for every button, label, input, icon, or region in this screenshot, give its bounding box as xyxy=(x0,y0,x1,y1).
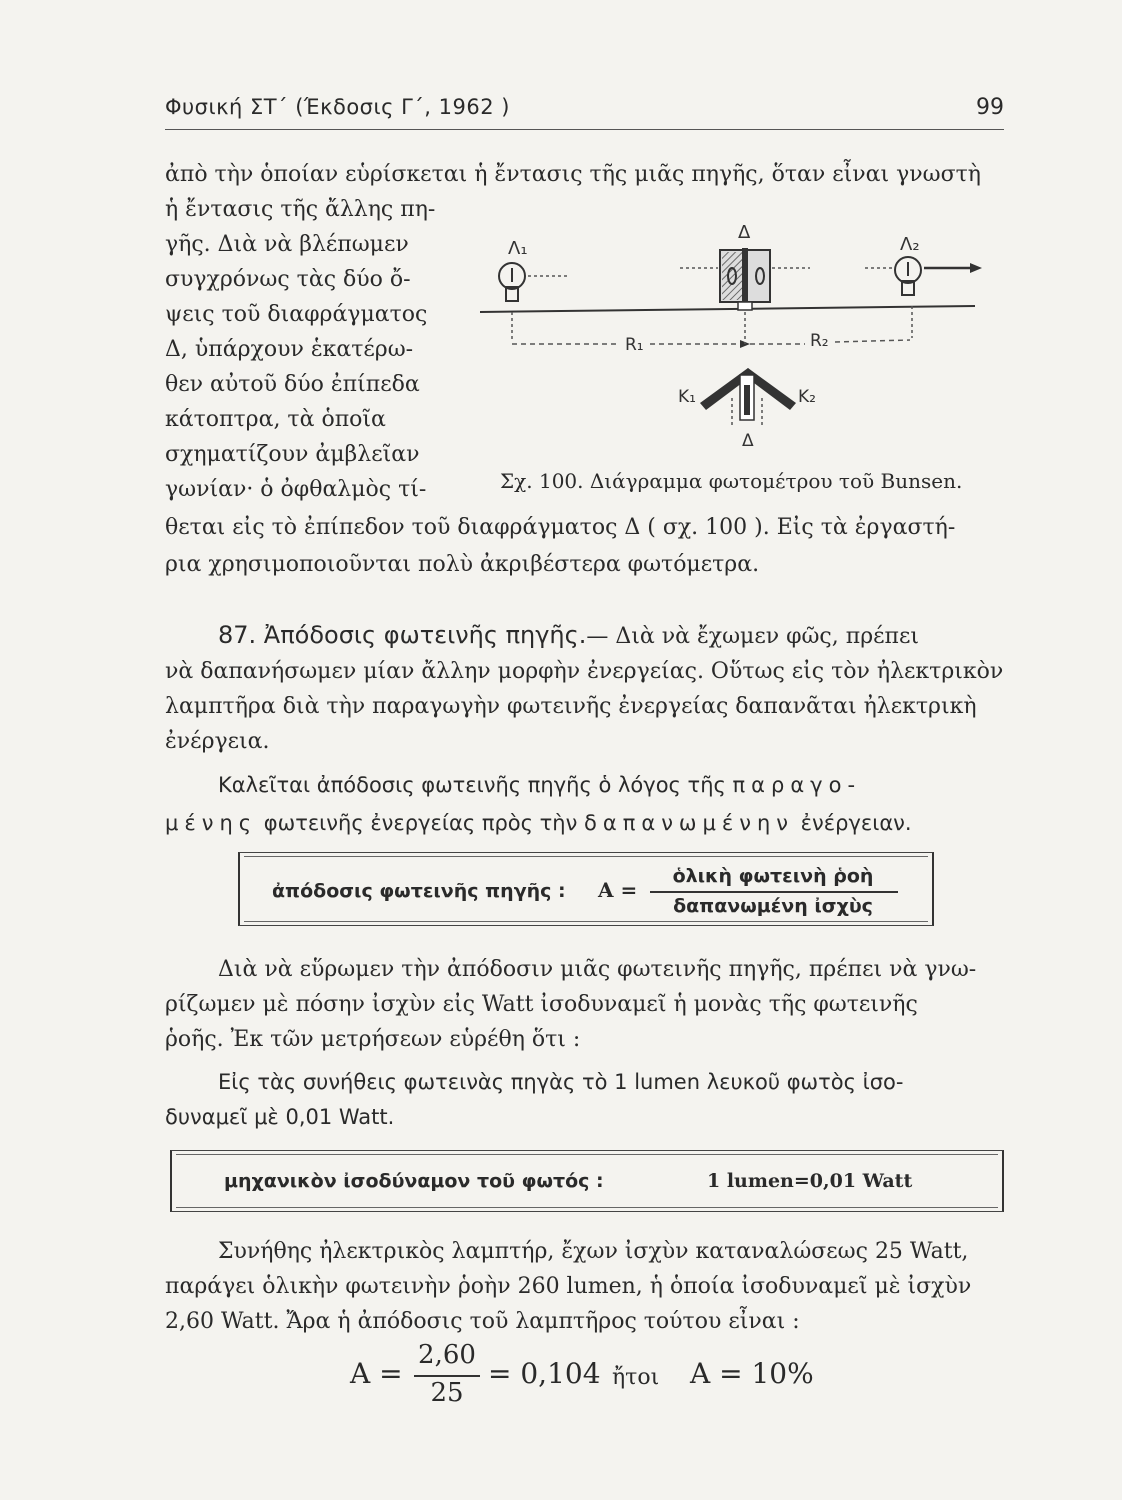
label-r1: R₁ xyxy=(625,335,644,355)
formula1-denominator: δαπανωμένη ἰσχὺς xyxy=(673,895,873,917)
para4-line1: Συνήθης ἠλεκτρικὸς λαμπτήρ, ἔχων ἰσχὺν καταναλώσεως 25 Watt, xyxy=(218,1239,969,1264)
section-87-line1 xyxy=(218,620,919,652)
final-eq-denominator: 25 xyxy=(430,1378,464,1408)
para1-line4: συγχρόνως τὰς δύο ὄ- xyxy=(165,267,411,292)
final-eq-result: = 0,104 xyxy=(488,1357,601,1390)
label-k2: K₂ xyxy=(798,387,816,407)
label-r2: R₂ xyxy=(810,331,829,351)
diaphragm-box-icon xyxy=(720,248,770,310)
label-k1: K₁ xyxy=(678,387,696,407)
header-title: Φυσική ΣΤ΄ (Έκδοσις Γ΄, 1962 ) xyxy=(165,95,510,119)
section-87-heading: 87. Ἀπόδοσις φωτεινῆς πηγῆς. xyxy=(218,621,587,649)
bunsen-photometer-diagram xyxy=(470,220,990,455)
final-eq-lhs: A = xyxy=(350,1357,403,1390)
section-87-line4: ἐνέργεια. xyxy=(165,729,270,754)
final-eq-word: ἤτοι xyxy=(612,1365,660,1390)
figure-caption: Σχ. 100. Διάγραμμα φωτομέτρου τοῦ Bunsen. xyxy=(500,469,963,493)
formula-box-equivalent xyxy=(170,1150,1004,1212)
label-l1: Λ₁ xyxy=(508,238,528,259)
definition-line2 xyxy=(165,808,912,838)
para1-line1: ἀπὸ τὴν ὁποίαν εὑρίσκεται ἡ ἔντασις τῆς μιᾶς πηγῆς, ὅταν εἶναι γνωστὴ xyxy=(165,162,981,187)
formula1-symbol: A = xyxy=(598,878,638,902)
formula2-rhs: 1 lumen=0,01 Watt xyxy=(707,1170,913,1192)
definition-spaced-c: δαπανωμένην xyxy=(584,811,794,835)
lamp-l2-icon xyxy=(895,257,921,295)
para3-line1: Εἰς τὰς συνήθεις φωτεινὰς πηγὰς τὸ 1 lumen λευκοῦ φωτὸς ἰσο- xyxy=(218,1070,904,1094)
definition-text-b: φωτεινῆς ἐνεργείας πρὸς τὴν xyxy=(257,811,585,835)
label-d-top: Δ xyxy=(738,222,751,243)
para1-line2: ἡ ἔντασις τῆς ἄλλης πη- xyxy=(165,197,436,222)
para4-line3: 2,60 Watt. Ἄρα ἡ ἀπόδοσις τοῦ λαμπτῆρος τούτου εἶναι : xyxy=(165,1309,800,1334)
para1-line11: θεται εἰς τὸ ἐπίπεδον τοῦ διαφράγματος Δ ( σχ. 100 ). Εἰς τὰ ἐργαστή- xyxy=(165,515,956,540)
formula1-lhs: ἀπόδοσις φωτεινῆς πηγῆς : xyxy=(272,880,566,902)
definition-line1 xyxy=(218,770,861,800)
para1-line9: σχηματίζουν ἀμβλεῖαν xyxy=(165,442,420,467)
diagram-rail xyxy=(480,306,975,312)
mirrors-icon xyxy=(700,368,796,425)
formula-box-efficiency xyxy=(238,852,934,926)
para3-line2: δυναμεῖ μὲ 0,01 Watt. xyxy=(165,1105,395,1129)
para1-line8: κάτοπτρα, τὰ ὁποῖα xyxy=(165,407,386,432)
section-87-line3: λαμπτῆρα διὰ τὴν παραγωγὴν φωτεινῆς ἐνεργείας δαπανᾶται ἠλεκτρικὴ xyxy=(165,694,977,719)
para2-line1: Διὰ νὰ εὕρωμεν τὴν ἀπόδοσιν μιᾶς φωτεινῆς πηγῆς, πρέπει νὰ γνω- xyxy=(218,957,977,982)
para1-line6: Δ, ὑπάρχουν ἑκατέρω- xyxy=(165,337,414,362)
label-d-bottom: Δ xyxy=(742,431,754,451)
page-number: 99 xyxy=(976,95,1004,120)
definition-text-a: Καλεῖται ἀπόδοσις φωτεινῆς πηγῆς ὁ λόγος τῆς xyxy=(218,773,733,797)
para2-line3: ῥοῆς. Ἐκ τῶν μετρήσεων εὑρέθη ὅτι : xyxy=(165,1027,581,1052)
para1-line10: γωνίαν· ὁ ὀφθαλμὸς τί- xyxy=(165,477,427,502)
label-l2: Λ₂ xyxy=(900,234,920,255)
lamp-l1-icon xyxy=(499,263,525,301)
section-87-line1-rest: — Διὰ νὰ ἔχωμεν φῶς, πρέπει xyxy=(586,624,920,649)
para2-line2: ρίζωμεν μὲ πόσην ἰσχὺν εἰς Watt ἰσοδυναμεῖ ἡ μονὰς τῆς φωτεινῆς xyxy=(165,992,918,1017)
final-eq-fraction-bar xyxy=(414,1375,480,1377)
definition-spaced-a: παραγο- xyxy=(732,773,862,797)
definition-spaced-b: μένης xyxy=(165,811,258,835)
definition-text-c: ἐνέργειαν. xyxy=(794,811,912,835)
para1-line5: ψεις τοῦ διαφράγματος xyxy=(165,302,428,327)
running-header xyxy=(165,93,1004,130)
formula2-lhs: μηχανικὸν ἰσοδύναμον τοῦ φωτός : xyxy=(224,1170,604,1192)
para1-line7: θεν αὐτοῦ δύο ἐπίπεδα xyxy=(165,372,420,397)
final-eq-numerator: 2,60 xyxy=(418,1340,476,1370)
formula1-fraction-bar xyxy=(650,891,898,893)
para4-line2: παράγει ὁλικὴν φωτεινὴν ῥοὴν 260 lumen, ἡ ὁποία ἰσοδυναμεῖ μὲ ἰσχὺν xyxy=(165,1274,972,1299)
section-87-line2: νὰ δαπανήσωμεν μίαν ἄλλην μορφὴν ἐνεργείας. Οὕτως εἰς τὸν ἠλεκτρικὸν xyxy=(165,659,1004,684)
formula1-numerator: ὁλικὴ φωτεινὴ ῥοὴ xyxy=(672,865,874,887)
para1-line12: ρια χρησιμοποιοῦνται πολὺ ἀκριβέστερα φωτόμετρα. xyxy=(165,552,760,577)
para1-line3: γῆς. Διὰ νὰ βλέπωμεν xyxy=(165,232,409,257)
final-eq-percent: A = 10% xyxy=(690,1357,814,1390)
